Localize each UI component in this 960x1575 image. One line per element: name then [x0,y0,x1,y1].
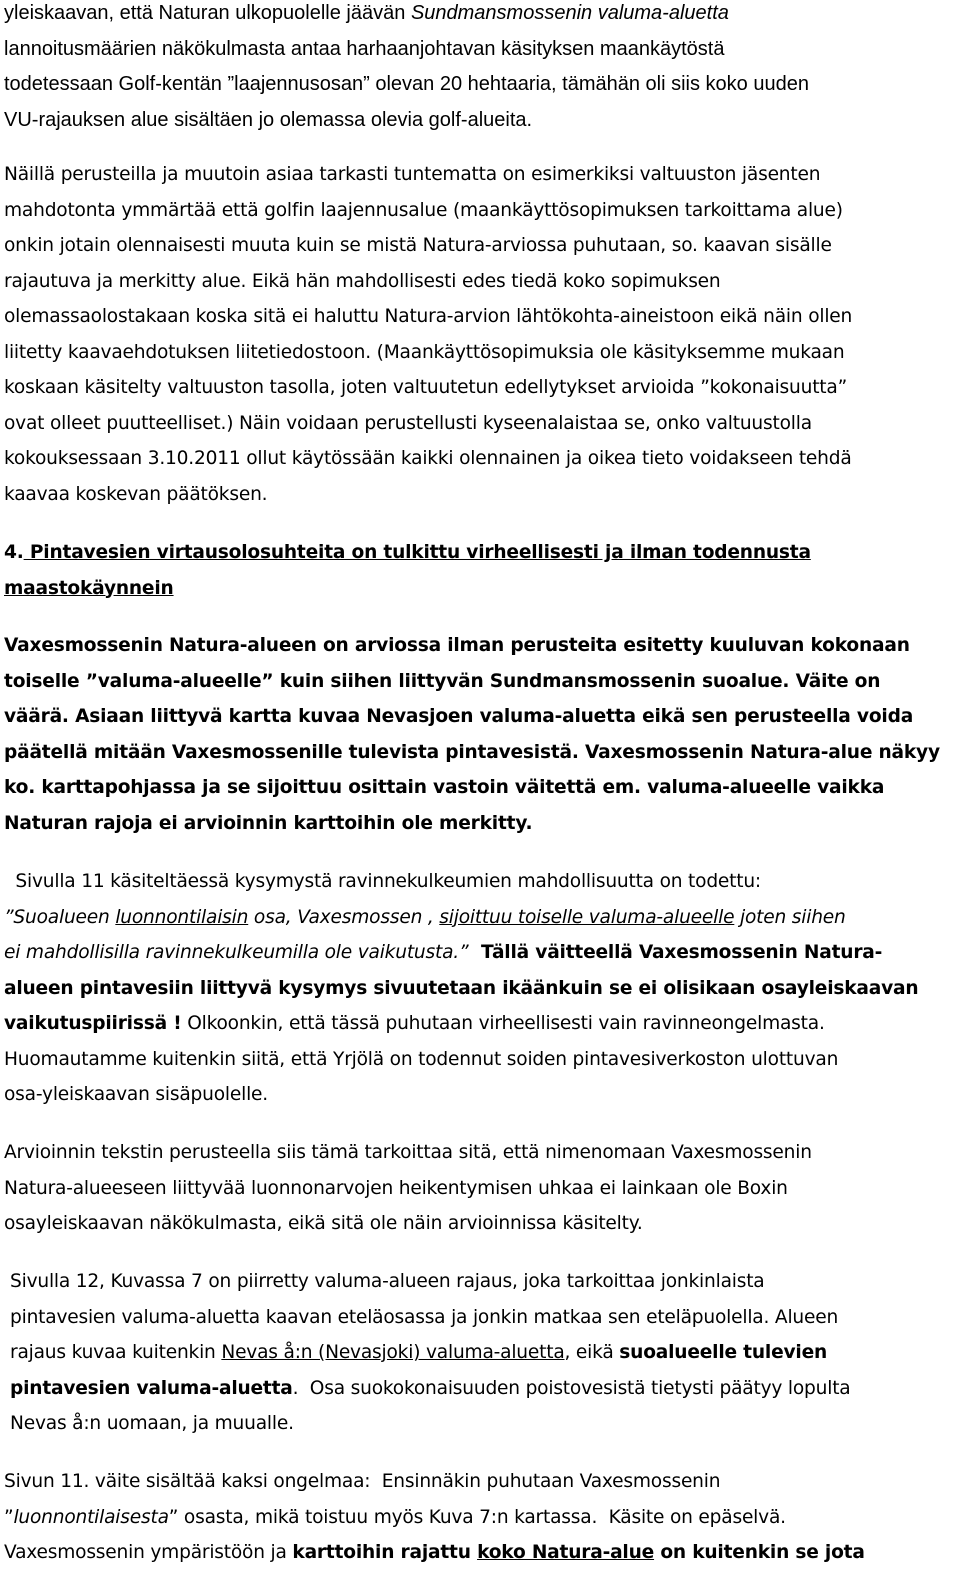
text-line: Näillä perusteilla ja muutoin asiaa tarkasti tuntematta on esimerkiksi valtuuston jäsenten [4,164,821,185]
text-line: liitetty kaavaehdotuksen liitetiedostoon. (Maankäyttösopimuksia ole käsityksemme mukaan [4,341,845,363]
heading-line: 4. Pintavesien virtausolosuhteita on tulkittu virheellisesti ja ilman todennusta [4,542,811,563]
text-line: onkin jotain olennaisesti muuta kuin se mistä Natura-arviossa puhutaan, so. kaavan sisälle [4,235,832,256]
text-line: olemassaolostakaan koska sitä ei haluttu Natura-arvion lähtökohta-aineistoon eikä näin ollen [4,306,853,327]
quote-line: ”Suoalueen luonnontilaisin osa, Vaxesmossen , sijoittuu toiselle valuma-alueelle joten siihen [4,906,846,928]
text-line: VU-rajauksen alue sisältäen jo olemassa olevia golf-alueita. [4,108,533,131]
text-line: Sivun 11. väite sisältää kaksi ongelmaa: Ensinnäkin puhutaan Vaxesmossenin [4,1471,721,1492]
text-line: osayleiskaavan näkökulmasta, eikä sitä ole näin arvioinnissa käsitelty. [4,1213,643,1234]
text-line: ei mahdollisilla ravinnekulkeumilla ole vaikutusta.” Tällä väitteellä Vaxesmossenin Natura- [4,942,883,963]
paragraph-5 [4,1135,956,1242]
text-line: todetessaan Golf-kentän ”laajennusosan” olevan 20 hehtaaria, tämähän oli siis koko uuden [4,73,809,95]
paragraph-2 [4,157,956,512]
text-line: pintavesien valuma-aluetta kaavan eteläosassa ja jonkin matkaa sen eteläpuolella. Alueen [10,1306,839,1328]
text-line: alueen pintavesiin liittyvä kysymys sivuutetaan ikäänkuin se ei olisikaan osayleiskaavan [4,977,919,999]
text-line: päätellä mitään Vaxesmossenille tulevista pintavesistä. Vaxesmossenin Natura-alue näkyy [4,741,940,763]
text-line: mahdotonta ymmärtää että golfin laajennusalue (maankäyttösopimuksen tarkoittama alue) [4,199,843,221]
text-line: vaikutuspiirissä ! Olkoonkin, että tässä puhutaan virheellisesti vain ravinneongelmasta. [4,1013,825,1034]
text-line: Nevas å:n uomaan, ja muualle. [10,1413,294,1434]
text-line: väärä. Asiaan liittyvä kartta kuvaa Nevasjoen valuma-aluetta eikä sen perusteella voida [4,706,914,727]
text-line: ko. karttapohjassa ja se sijoittuu osittain vastoin väitettä em. valuma-alueelle vaikka [4,777,885,798]
text-line: Arvioinnin tekstin perusteella siis tämä tarkoittaa sitä, että nimenomaan Vaxesmossenin [4,1142,812,1163]
text-line: Naturan rajoja ei arvioinnin karttoihin ole merkitty. [4,812,533,834]
text-line: pintavesien valuma-aluetta. Osa suokokonaisuuden poistovesistä tietysti päätyy lopulta [10,1377,851,1399]
text-line: Vaxesmossenin Natura-alueen on arviossa ilman perusteita esitetty kuuluvan kokonaan [4,635,910,656]
paragraph-6 [10,1264,956,1442]
paragraph-3 [4,628,956,841]
paragraph-4 [4,864,956,1113]
text-line: Sivulla 11 käsiteltäessä kysymystä ravinnekulkeumien mahdollisuutta on todettu: [4,871,761,892]
text-line: Natura-alueeseen liittyvää luonnonarvojen heikentymisen uhkaa ei lainkaan ole Boxin [4,1177,788,1199]
text-line: ovat olleet puutteelliset.) Näin voidaan perustellusti kyseenalaistaa se, onko valtuustolla [4,412,812,434]
text-line: Vaxesmossenin ympäristöön ja karttoihin rajattu koko Natura-alue on kuitenkin se jota [4,1542,865,1563]
heading-line: maastokäynnein [4,577,174,599]
text-line: kokouksessaan 3.10.2011 ollut käytössään kaikki olennainen ja oikea tieto voidakseen tehdä [4,448,852,469]
text-line: toiselle ”valuma-alueelle” kuin siihen liittyvän Sundmansmossenin suoalue. Väite on [4,670,881,692]
text-line: kaavaa koskevan päätöksen. [4,483,268,505]
paragraph-7 [4,1464,956,1571]
text-line: yleiskaavan, että Naturan ulkopuolelle jäävän Sundmansmossenin valuma-aluetta [4,2,729,24]
paragraph-1 [4,0,956,138]
text-line: ”luonnontilaisesta” osasta, mikä toistuu myös Kuva 7:n kartassa. Käsite on epäselvä. [4,1506,786,1528]
heading-number: 4. [4,542,24,563]
text-line: rajaus kuvaa kuitenkin Nevas å:n (Nevasjoki) valuma-aluetta, eikä suoalueelle tulevien [10,1342,828,1363]
italic-text: Sundmansmossenin valuma-aluetta [410,2,729,24]
text-line: lannoitusmäärien näkökulmasta antaa harhaanjohtavan käsityksen maankäytöstä [4,37,725,60]
text-line: koskaan käsitelty valtuuston tasolla, joten valtuutetun edellytykset arvioida ”kokonaisuutta” [4,377,848,398]
text-line: rajautuva ja merkitty alue. Eikä hän mahdollisesti edes tiedä koko sopimuksen [4,270,721,292]
section-heading-4 [4,535,956,606]
text-line: Huomautamme kuitenkin siitä, että Yrjölä on todennut soiden pintavesiverkoston ulottuvan [4,1048,839,1070]
text-line: Sivulla 12, Kuvassa 7 on piirretty valuma-alueen rajaus, joka tarkoittaa jonkinlaista [10,1271,765,1292]
text-line: osa-yleiskaavan sisäpuolelle. [4,1084,269,1105]
